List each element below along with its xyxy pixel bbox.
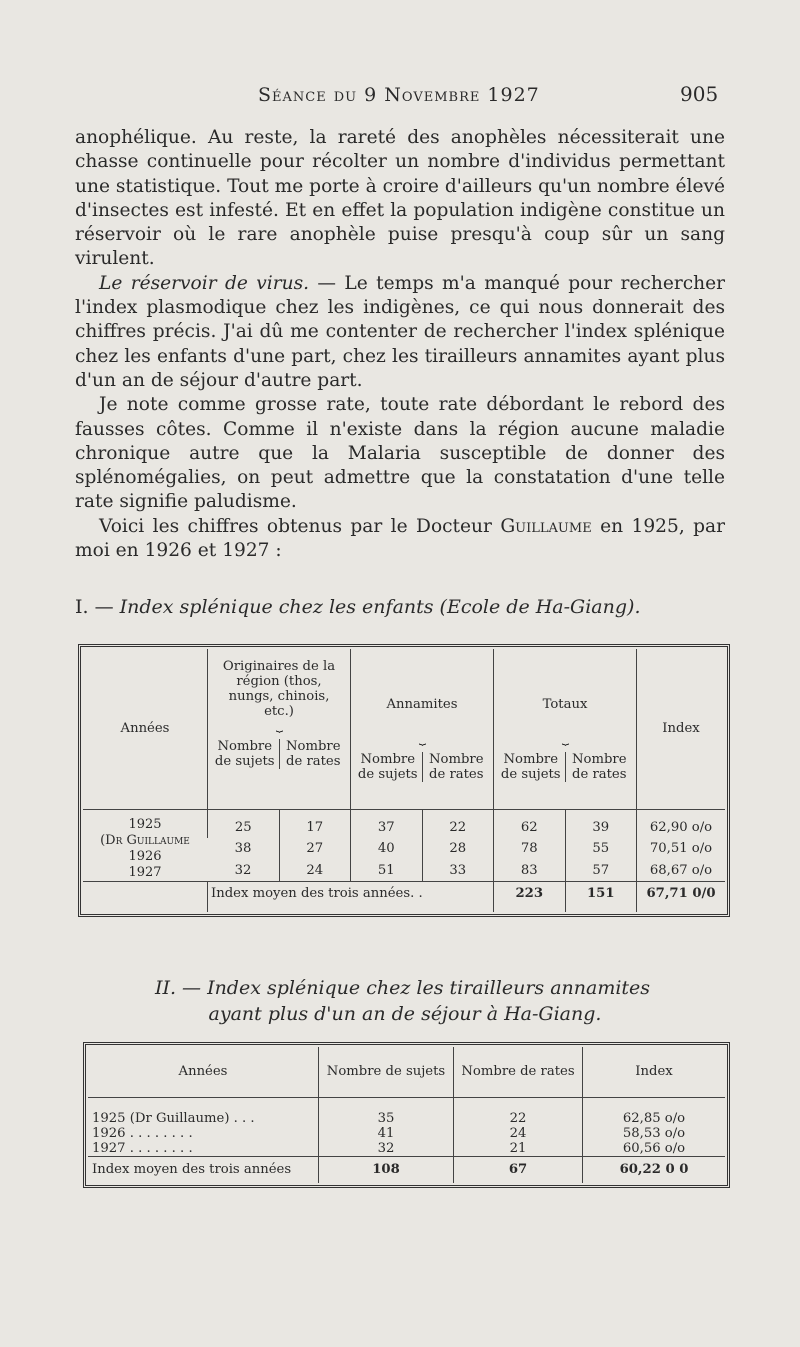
paragraph-1: anophélique. Au reste, la rareté des anophèles nécessiterait une chasse continuelle pour récolter un nombre d'individus permettant une statistique. Tout me porte à croire d'ailleurs qu'un nombre élevé d'insectes est infesté. Et en effet la population indigène constitue un réservoir où le rare anophèle puise presqu'à coup sûr un sang virulent. <box>75 127 725 270</box>
year-label: 1926 <box>128 849 162 864</box>
col-annees: Années <box>178 1064 228 1080</box>
cell: 62,90 o/o <box>637 817 726 838</box>
cell: 70,51 o/o <box>637 838 726 859</box>
page-header <box>0 80 800 110</box>
totaux-subhead <box>497 752 633 782</box>
cell: 21 <box>454 1141 583 1157</box>
mean-index: 67,71 0/0 <box>637 882 726 912</box>
paragraph-2-text: Le temps m'a manqué pour rechercher l'index plasmodique chez les indigènes, ce qui nous donnerait des chiffres précis. J'ai dû me contenter de rechercher l'index splénique chez les enfants d'une part, chez les tirailleurs annamites ayant plus d'un an de séjour d'autre part. <box>75 272 725 391</box>
table1-caption-text: Index splénique chez les enfants (Ecole de Ha-Giang). <box>119 596 641 618</box>
table1-caption <box>75 596 725 618</box>
cell: 58,53 o/o <box>583 1126 726 1141</box>
annamites-label: Annamites <box>386 697 458 712</box>
year-cell: 1925 (Dr Guillaume) . . . <box>92 1111 255 1126</box>
table1-caption-number: I. — <box>75 596 114 618</box>
col-originaires <box>208 649 351 809</box>
cell: 41 <box>319 1126 454 1141</box>
brace-icon: ⏟ <box>418 731 426 745</box>
year-cell: 1926 . . . . . . . . <box>92 1126 193 1141</box>
cell: 38 <box>234 841 252 857</box>
col-index: Index <box>583 1047 726 1097</box>
originaires-subhead <box>211 739 347 769</box>
brace-icon: ⏟ <box>561 731 569 745</box>
cell: 62 <box>494 817 566 838</box>
sub-rates: Nombre de rates <box>279 739 347 769</box>
mean-total-rates: 151 <box>565 882 637 912</box>
cell: 39 <box>565 817 637 838</box>
table2-caption-line2: ayant plus d'un an de séjour à Ha-Giang. <box>208 1003 602 1025</box>
cell: 55 <box>565 838 637 859</box>
sub-sujets: Nombre de sujets <box>500 752 561 782</box>
mean-index: 60,22 0 0 <box>583 1157 726 1183</box>
cell: 83 <box>494 860 566 882</box>
cell: 51 <box>351 860 423 882</box>
paragraph-4-end: en 1925, par moi en 1926 et 1927 : <box>75 515 726 562</box>
cell: 40 <box>351 838 423 859</box>
col-rates: Nombre de rates <box>454 1047 583 1097</box>
cell: 60,56 o/o <box>583 1141 726 1157</box>
sub-sujets: Nombre de sujets <box>214 739 275 769</box>
paragraph-4 <box>75 515 725 564</box>
col-index: Index <box>637 649 726 809</box>
year-label: (Dr Guillaume <box>100 833 190 848</box>
mean-total-sujets: 223 <box>494 882 566 912</box>
cell: 24 <box>279 860 351 882</box>
cell: 32 <box>319 1141 454 1157</box>
cell: 22 <box>422 817 494 838</box>
cell: 37 <box>351 817 423 838</box>
mean-sujets: 108 <box>319 1157 454 1183</box>
col-annees: Années <box>83 649 208 809</box>
table1 <box>78 644 730 917</box>
col-totaux <box>494 649 637 809</box>
annamites-subhead <box>354 752 490 782</box>
year-labels <box>83 817 208 882</box>
cell: 33 <box>422 860 494 882</box>
year-label: 1927 <box>128 865 162 880</box>
page-number: 905 <box>680 82 719 106</box>
cell: 62,85 o/o <box>583 1111 726 1126</box>
sub-rates: Nombre de rates <box>565 752 633 782</box>
paragraph-4-start: Voici les chiffres obtenus par le Docteur <box>99 515 492 537</box>
paragraph-2: Le réservoir de virus. — Le temps m'a manqué pour rechercher l'index plasmodique chez les indigènes, ce qui nous donnerait des chiffres précis. J'ai dû me contenter de rechercher l'index splénique chez les enfants d'une part, chez les tirailleurs annamites ayant plus d'un an de séjour d'autre part. <box>75 272 725 391</box>
spacer-cell <box>83 882 208 912</box>
cell: 24 <box>454 1126 583 1141</box>
mean-label: Index moyen des trois années. . <box>208 882 494 912</box>
totaux-label: Totaux <box>542 697 588 712</box>
cell: 27 <box>279 838 351 859</box>
cell: 57 <box>565 860 637 882</box>
cell: 22 <box>454 1111 583 1126</box>
cell: 25 <box>208 817 280 838</box>
table2-caption <box>0 975 800 1027</box>
table2 <box>83 1042 730 1188</box>
cell: 68,67 o/o <box>637 860 726 882</box>
paragraph-2-lead: Le réservoir de virus. <box>99 272 310 294</box>
sub-sujets: Nombre de sujets <box>357 752 418 782</box>
table2-caption-line1: II. — Index splénique chez les tirailleurs annamites <box>154 977 651 999</box>
year-label: 1925 <box>128 817 162 832</box>
year-cell: 1927 . . . . . . . . <box>92 1141 193 1156</box>
col-sujets: Nombre de sujets <box>319 1047 454 1097</box>
mean-label: Index moyen des trois années <box>92 1162 292 1178</box>
paragraph-3: Je note comme grosse rate, toute rate débordant le rebord des fausses côtes. Comme il n'existe dans la région aucune maladie chronique autre que la Malaria susceptible de donner des splénomégalies, on peut admettre que la constatation d'une telle rate signifie paludisme. <box>75 394 725 513</box>
cell: 28 <box>422 838 494 859</box>
cell: 35 <box>319 1111 454 1126</box>
running-title: Séance du 9 Novembre 1927 <box>258 84 540 106</box>
cell: 32 <box>234 862 252 878</box>
cell: 78 <box>494 838 566 859</box>
author-name: Guillaume <box>500 515 592 537</box>
brace-icon: ⏟ <box>275 718 283 732</box>
mean-rates: 67 <box>454 1157 583 1183</box>
originaires-label: Originaires de la région (thos, nungs, chinois, etc.) <box>222 659 336 719</box>
body-text <box>75 126 725 563</box>
sub-rates: Nombre de rates <box>422 752 490 782</box>
cell: 17 <box>279 817 351 838</box>
col-annamites <box>351 649 494 809</box>
